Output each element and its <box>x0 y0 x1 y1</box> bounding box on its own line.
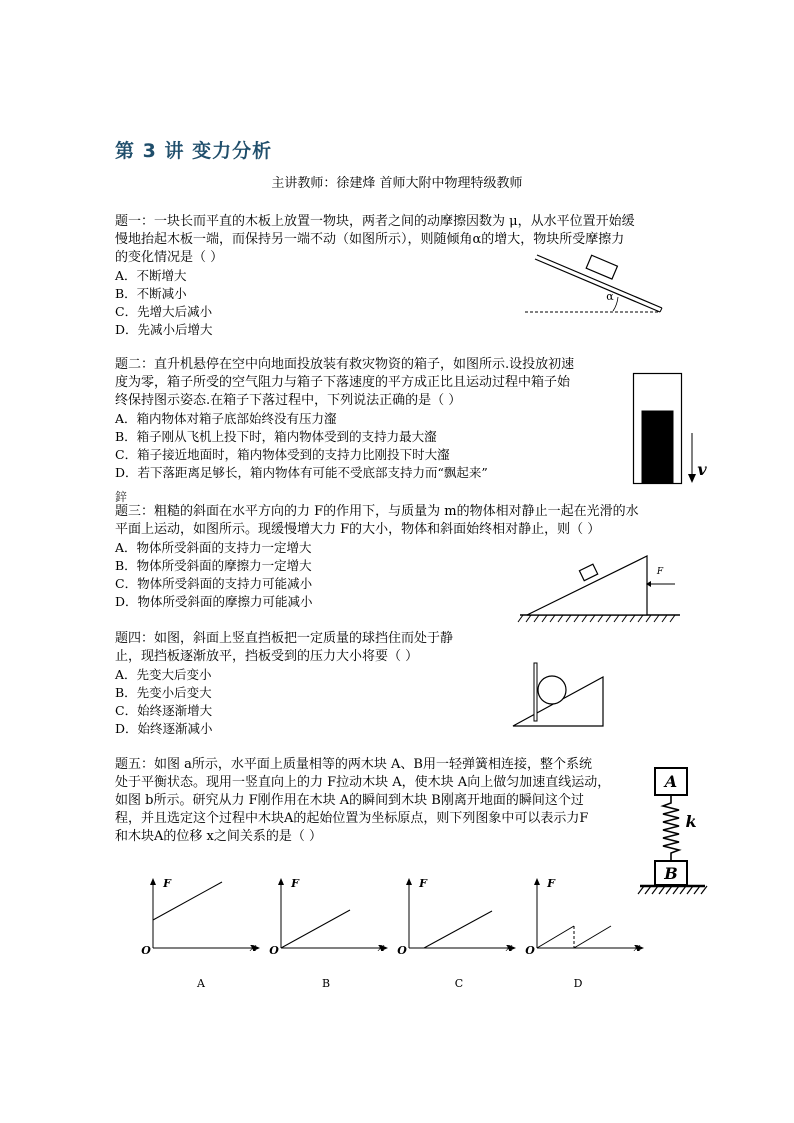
graph-d-o-label: O <box>525 944 535 957</box>
graph-b-f-label: F <box>291 877 299 890</box>
graph-d-caption: D <box>573 977 583 990</box>
q2-option-d: D．若下落距离足够长，箱内物体有可能不受底部支持力而“飘起来” <box>115 465 488 480</box>
q4-option-b: B．先变小后变大 <box>115 685 212 700</box>
q1-line-3: 的变化情况是（ ） <box>115 250 224 265</box>
question-4 <box>115 630 453 738</box>
q1-option-a: A．不断增大 <box>115 268 187 283</box>
q2-option-c: C．箱子接近地面时，箱内物体受到的支持力比刚投下时大瀣 <box>115 447 450 462</box>
q5-line-2: 处于平衡状态。现用一竖直向上的力 F拉动木块 A，使木块 A向上做匀加速直线运动， <box>115 775 611 790</box>
q3-option-b: B．物体所受斜面的摩擦力一定增大 <box>115 558 312 573</box>
q4-ball-figure <box>511 660 611 730</box>
q1-option-d: D．先减小后增大 <box>115 322 213 337</box>
graph-d-line-2 <box>574 926 611 948</box>
q4-option-d: D．始终逐渐减小 <box>115 721 213 736</box>
graph-c-f-label: F <box>419 877 427 890</box>
q4-option-c: C．始终逐渐增大 <box>115 703 213 718</box>
q3-option-d: D．物体所受斜面的摩擦力可能减小 <box>115 594 313 609</box>
q2-option-b: B．箱子刚从飞机上投下时，箱内物体受到的支持力最大瀣 <box>115 429 437 444</box>
q2-velocity-label: v <box>697 460 707 479</box>
graph-a-caption: A <box>197 977 205 990</box>
q5-line-5: 和木块A的位移 x之间关系的是（ ） <box>115 829 322 844</box>
graph-a-f-label: F <box>163 877 171 890</box>
q2-option-a: A．箱内物体对箱子底部始终没有压力瀣 <box>115 411 337 426</box>
q3-force-label: F <box>656 567 664 577</box>
q5-block-b-label: B <box>664 864 678 883</box>
q2-line-3: 终保持图示姿态.在箱子下落过程中，下列说法正确的是（ ） <box>115 393 462 408</box>
q5-line-4: 程，并且选定这个过程中木块A的起始位置为坐标原点，则下列图象中可以表示力F <box>115 811 589 826</box>
q4-option-a: A．先变大后变小 <box>115 667 212 682</box>
question-5 <box>115 756 610 846</box>
q3-line-2: 平面上运动，如图所示。现缓慢增大力 F的大小，物体和斜面始终相对静止，则（ ） <box>115 522 601 537</box>
q1-incline-figure <box>525 252 665 317</box>
q4-line-2: 止，现挡板逐渐放平，挡板受到的压力大小将要（ ） <box>115 649 419 664</box>
q3-wedge-figure <box>515 548 685 628</box>
q5-line-1: 题五：如图 a所示，水平面上质量相等的两木块 A、B用一轻弹簧相连接，整个系统 <box>115 757 592 772</box>
q3-line-1: 题三：粗糙的斜面在水平方向的力 F的作用下，与质量为 m的物体相对静止一起在光滑的水 <box>115 504 639 519</box>
graph-c-x-label: x <box>505 941 513 954</box>
q1-angle-label: α <box>606 290 614 303</box>
q1-option-c: C．先增大后减小 <box>115 304 213 319</box>
q2-line-1: 题二：直升机悬停在空中向地面投放装有救灾物资的箱子，如图所示.设投放初速 <box>115 357 575 372</box>
graph-d-x-label: x <box>633 941 641 954</box>
graph-c-o-label: O <box>397 944 407 957</box>
q5-line-3: 如图 b所示。研究从力 F刚作用在木块 A的瞬间到木块 B刚离开地面的瞬间这个过 <box>115 793 584 808</box>
q5-block-a-label: A <box>664 772 678 791</box>
q1-option-b: B．不断减小 <box>115 286 187 301</box>
graph-a-x-label: x <box>249 941 257 954</box>
q3-option-a: A．物体所受斜面的支持力一定增大 <box>115 540 312 555</box>
q4-line-1: 题四：如图，斜面上竖直挡板把一定质量的球挡住而处于静 <box>115 631 454 646</box>
graph-d-f-label: F <box>547 877 555 890</box>
q2-line-2: 度为零，箱子所受的空气阻力与箱子下落速度的平方成正比且运动过程中箱子始 <box>115 375 571 390</box>
page-title: 第 3 讲 变力分析 <box>115 140 273 162</box>
graph-b-o-label: O <box>269 944 279 957</box>
page-subtitle: 主讲教师：徐建烽 首师大附中物理特级教师 <box>271 176 523 191</box>
graph-b-x-label: x <box>377 941 385 954</box>
graph-b-caption: B <box>321 977 331 990</box>
graph-c-caption: C <box>454 977 464 990</box>
q2-stray-char: 鋅 <box>115 490 128 504</box>
graph-a-o-label: O <box>141 944 151 957</box>
graph-d-line-1 <box>537 926 574 948</box>
q1-line-1: 题一：一块长而平直的木板上放置一物块，两者之间的动摩擦因数为 μ，从水平位置开始缓 <box>115 214 635 229</box>
q3-option-c: C．物体所受斜面的支持力可能减小 <box>115 576 313 591</box>
graph-b-line <box>281 910 350 948</box>
graph-c-line <box>424 911 492 948</box>
question-2 <box>115 356 574 482</box>
q1-line-2: 慢地抬起木板一端，而保持另一端不动（如图所示），则随倾角α的增大，物块所受摩擦力 <box>115 232 625 247</box>
q5-spring-k-label: k <box>685 812 697 831</box>
